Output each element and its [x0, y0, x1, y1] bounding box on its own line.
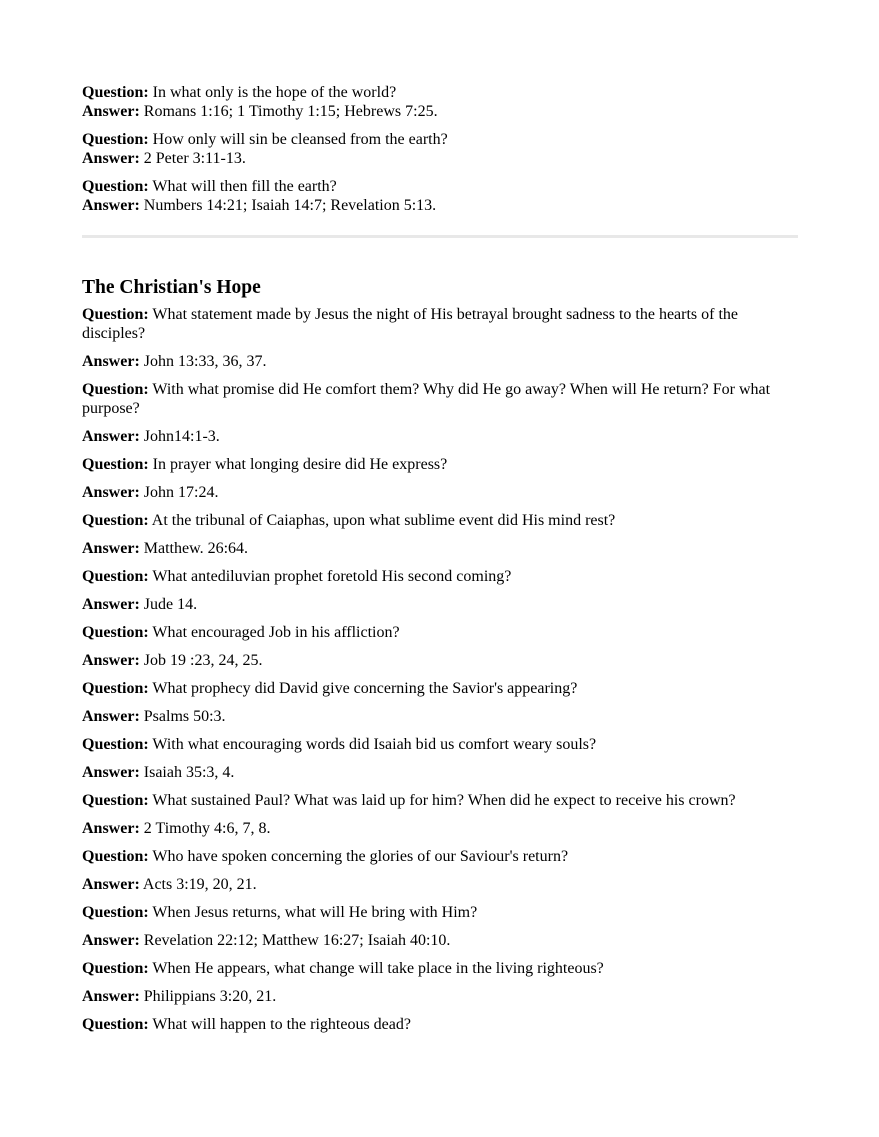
answer-text: John14:1-3.: [143, 428, 220, 445]
answer-line: [82, 196, 798, 215]
question-label: Question:: [82, 512, 149, 529]
section-title: The Christian's Hope: [82, 277, 261, 298]
question-paragraph: [82, 511, 798, 530]
answer-paragraph: [82, 763, 798, 782]
question-text: In prayer what longing desire did He express?: [152, 456, 448, 473]
answer-text: Numbers 14:21; Isaiah 14:7; Revelation 5:13.: [143, 197, 437, 214]
question-paragraph: [82, 380, 798, 418]
answer-label: Answer:: [82, 197, 140, 214]
answer-text: Romans 1:16; 1 Timothy 1:15; Hebrews 7:25.: [143, 103, 438, 120]
answer-text: John 17:24.: [143, 484, 219, 501]
question-label: Question:: [82, 381, 149, 398]
question-paragraph: [82, 567, 798, 586]
question-text: What encouraged Job in his affliction?: [152, 624, 400, 641]
answer-text: Psalms 50:3.: [143, 708, 226, 725]
answer-label: Answer:: [82, 103, 140, 120]
answer-paragraph: [82, 352, 798, 371]
answer-text: Revelation 22:12; Matthew 16:27; Isaiah 40:10.: [143, 932, 451, 949]
question-label: Question:: [82, 456, 149, 473]
answer-label: Answer:: [82, 540, 140, 557]
question-text: In what only is the hope of the world?: [152, 84, 397, 101]
answer-label: Answer:: [82, 988, 140, 1005]
answer-label: Answer:: [82, 932, 140, 949]
question-text: What sustained Paul? What was laid up for him? When did he expect to receive his crown?: [152, 792, 736, 809]
answer-paragraph: [82, 875, 798, 894]
answer-paragraph: [82, 707, 798, 726]
answer-label: Answer:: [82, 652, 140, 669]
question-line: [82, 83, 798, 102]
answer-label: Answer:: [82, 764, 140, 781]
christians-hope-section: [82, 277, 798, 1043]
answer-text: Matthew. 26:64.: [143, 540, 249, 557]
answer-paragraph: [82, 427, 798, 446]
question-paragraph: [82, 903, 798, 922]
answer-label: Answer:: [82, 876, 140, 893]
question-label: Question:: [82, 84, 149, 101]
answer-paragraph: [82, 987, 798, 1006]
question-text: What will happen to the righteous dead?: [152, 1016, 411, 1033]
answer-text: 2 Timothy 4:6, 7, 8.: [143, 820, 271, 837]
question-label: Question:: [82, 178, 149, 195]
answer-line: [82, 149, 798, 168]
question-text: With what encouraging words did Isaiah bid us comfort weary souls?: [152, 736, 597, 753]
answer-text: Acts 3:19, 20, 21.: [142, 876, 257, 893]
qa-pair: [82, 130, 798, 168]
question-paragraph: [82, 305, 798, 343]
answer-paragraph: [82, 931, 798, 950]
question-label: Question:: [82, 306, 149, 323]
question-label: Question:: [82, 568, 149, 585]
question-label: Question:: [82, 960, 149, 977]
answer-label: Answer:: [82, 596, 140, 613]
question-paragraph: [82, 847, 798, 866]
answer-text: Philippians 3:20, 21.: [143, 988, 277, 1005]
question-text: When Jesus returns, what will He bring with Him?: [152, 904, 478, 921]
question-text: What will then fill the earth?: [152, 178, 337, 195]
question-text: Who have spoken concerning the glories of our Saviour's return?: [152, 848, 569, 865]
question-paragraph: [82, 735, 798, 754]
answer-label: Answer:: [82, 708, 140, 725]
answer-paragraph: [82, 595, 798, 614]
answer-paragraph: [82, 819, 798, 838]
qa-pair: [82, 177, 798, 215]
question-paragraph: [82, 679, 798, 698]
answer-text: Isaiah 35:3, 4.: [143, 764, 235, 781]
section-items: [82, 305, 798, 1034]
question-text: How only will sin be cleansed from the earth?: [152, 131, 448, 148]
answer-text: Job 19 :23, 24, 25.: [143, 652, 263, 669]
question-text: At the tribunal of Caiaphas, upon what sublime event did His mind rest?: [151, 512, 616, 529]
question-line: [82, 177, 798, 196]
qa-pair: [82, 83, 798, 121]
answer-text: John 13:33, 36, 37.: [143, 353, 267, 370]
answer-label: Answer:: [82, 150, 140, 167]
question-text: What prophecy did David give concerning the Savior's appearing?: [152, 680, 578, 697]
question-paragraph: [82, 623, 798, 642]
answer-label: Answer:: [82, 484, 140, 501]
question-text: What antediluvian prophet foretold His second coming?: [152, 568, 512, 585]
question-label: Question:: [82, 624, 149, 641]
answer-line: [82, 102, 798, 121]
top-qa-block: [82, 83, 798, 224]
answer-label: Answer:: [82, 428, 140, 445]
answer-label: Answer:: [82, 820, 140, 837]
question-label: Question:: [82, 736, 149, 753]
question-paragraph: [82, 1015, 798, 1034]
answer-paragraph: [82, 539, 798, 558]
answer-text: Jude 14.: [143, 596, 198, 613]
question-label: Question:: [82, 792, 149, 809]
question-paragraph: [82, 791, 798, 810]
question-text: When He appears, what change will take place in the living righteous?: [152, 960, 604, 977]
question-line: [82, 130, 798, 149]
question-text: What statement made by Jesus the night of His betrayal brought sadness to the hearts of the disciples?: [82, 306, 739, 342]
question-label: Question:: [82, 848, 149, 865]
answer-paragraph: [82, 483, 798, 502]
answer-text: 2 Peter 3:11-13.: [143, 150, 246, 167]
question-label: Question:: [82, 131, 149, 148]
question-paragraph: [82, 455, 798, 474]
question-paragraph: [82, 959, 798, 978]
horizontal-rule: [82, 235, 798, 238]
question-text: With what promise did He comfort them? Why did He go away? When will He return? For what purpose?: [82, 381, 771, 417]
question-label: Question:: [82, 904, 149, 921]
answer-label: Answer:: [82, 353, 140, 370]
question-label: Question:: [82, 680, 149, 697]
answer-paragraph: [82, 651, 798, 670]
question-label: Question:: [82, 1016, 149, 1033]
